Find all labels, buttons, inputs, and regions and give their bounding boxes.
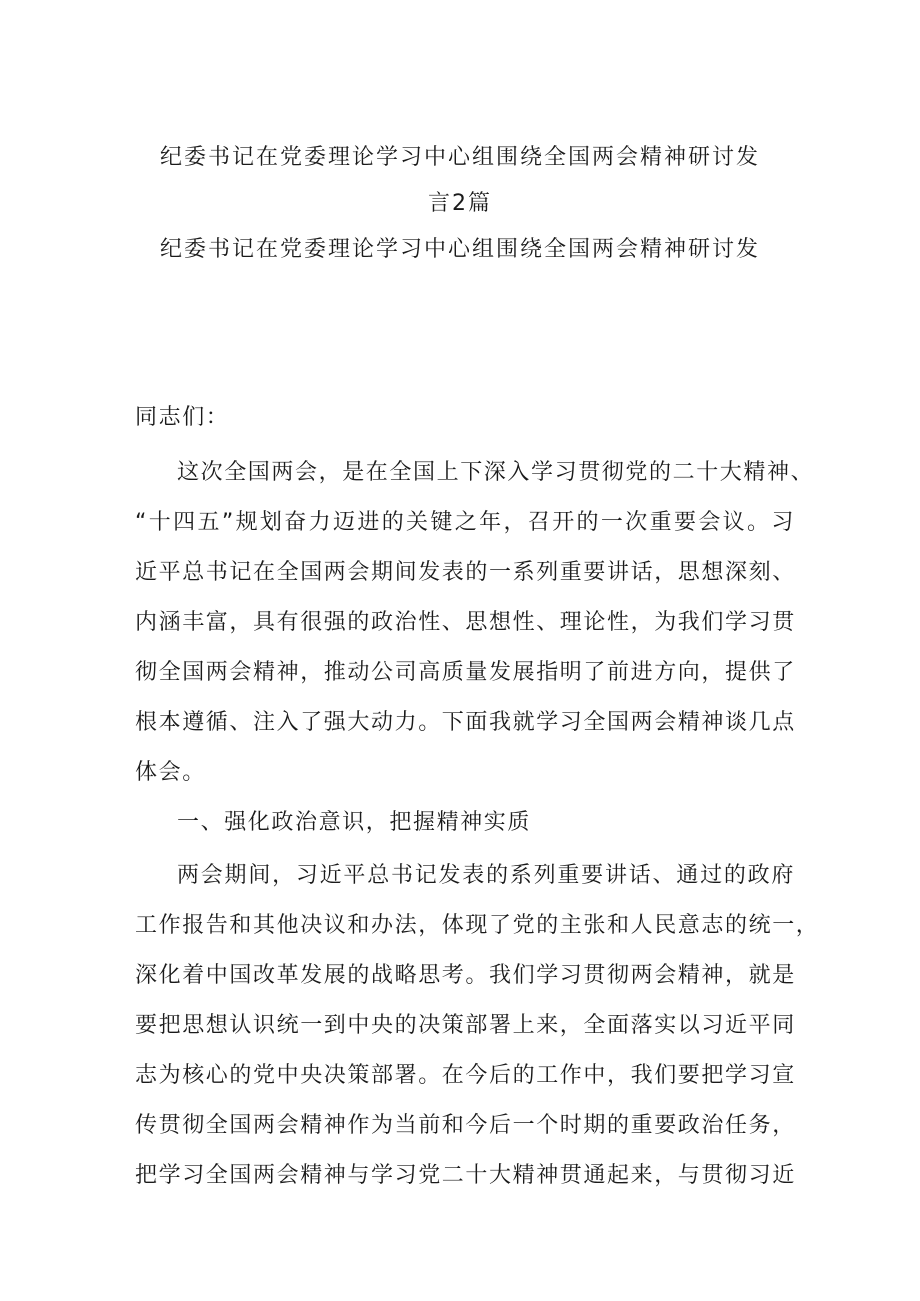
paragraph-1-line: 这次全国两会，是在全国上下深入学习贯彻党的二十大精神、 [177,460,815,485]
paragraph-2-line: 深化着中国改革发展的战略思考。我们学习贯彻两会精神，就是 [135,963,796,988]
salutation: 同志们： [135,405,230,430]
document-title-line-1: 纪委书记在党委理论学习中心组围绕全国两会精神研讨发 [159,145,760,170]
paragraph-2-line: 志为核心的党中央决策部署。在今后的工作中，我们要把学习宣 [135,1063,796,1088]
paragraph-1-line: 彻全国两会精神，推动公司高质量发展指明了前进方向，提供了 [135,660,796,685]
document-subtitle: 纪委书记在党委理论学习中心组围绕全国两会精神研讨发 [159,237,760,262]
paragraph-1-line: “十四五”规划奋力迈进的关键之年，召开的一次重要会议。习 [135,510,795,535]
section-1-heading: 一、强化政治意识，把握精神实质 [177,810,532,835]
paragraph-1-line: 内涵丰富，具有很强的政治性、思想性、理论性，为我们学习贯 [135,610,796,635]
paragraph-2-line: 工作报告和其他决议和办法，体现了党的主张和人民意志的统一， [135,913,820,938]
paragraph-2-line: 把学习全国两会精神与学习党二十大精神贯通起来，与贯彻习近 [135,1163,796,1188]
paragraph-1-line: 体会。 [135,760,206,785]
paragraph-2-line: 要把思想认识统一到中央的决策部署上来，全面落实以习近平同 [135,1013,796,1038]
document-title-line-2: 言2篇 [428,191,492,216]
paragraph-1-line: 近平总书记在全国两会期间发表的一系列重要讲话，思想深刻、 [135,560,796,585]
paragraph-2-line: 传贯彻全国两会精神作为当前和今后一个时期的重要政治任务， [135,1113,796,1138]
paragraph-1-line: 根本遵循、注入了强大动力。下面我就学习全国两会精神谈几点 [135,710,796,735]
paragraph-2-line: 两会期间，习近平总书记发表的系列重要讲话、通过的政府 [177,863,795,888]
